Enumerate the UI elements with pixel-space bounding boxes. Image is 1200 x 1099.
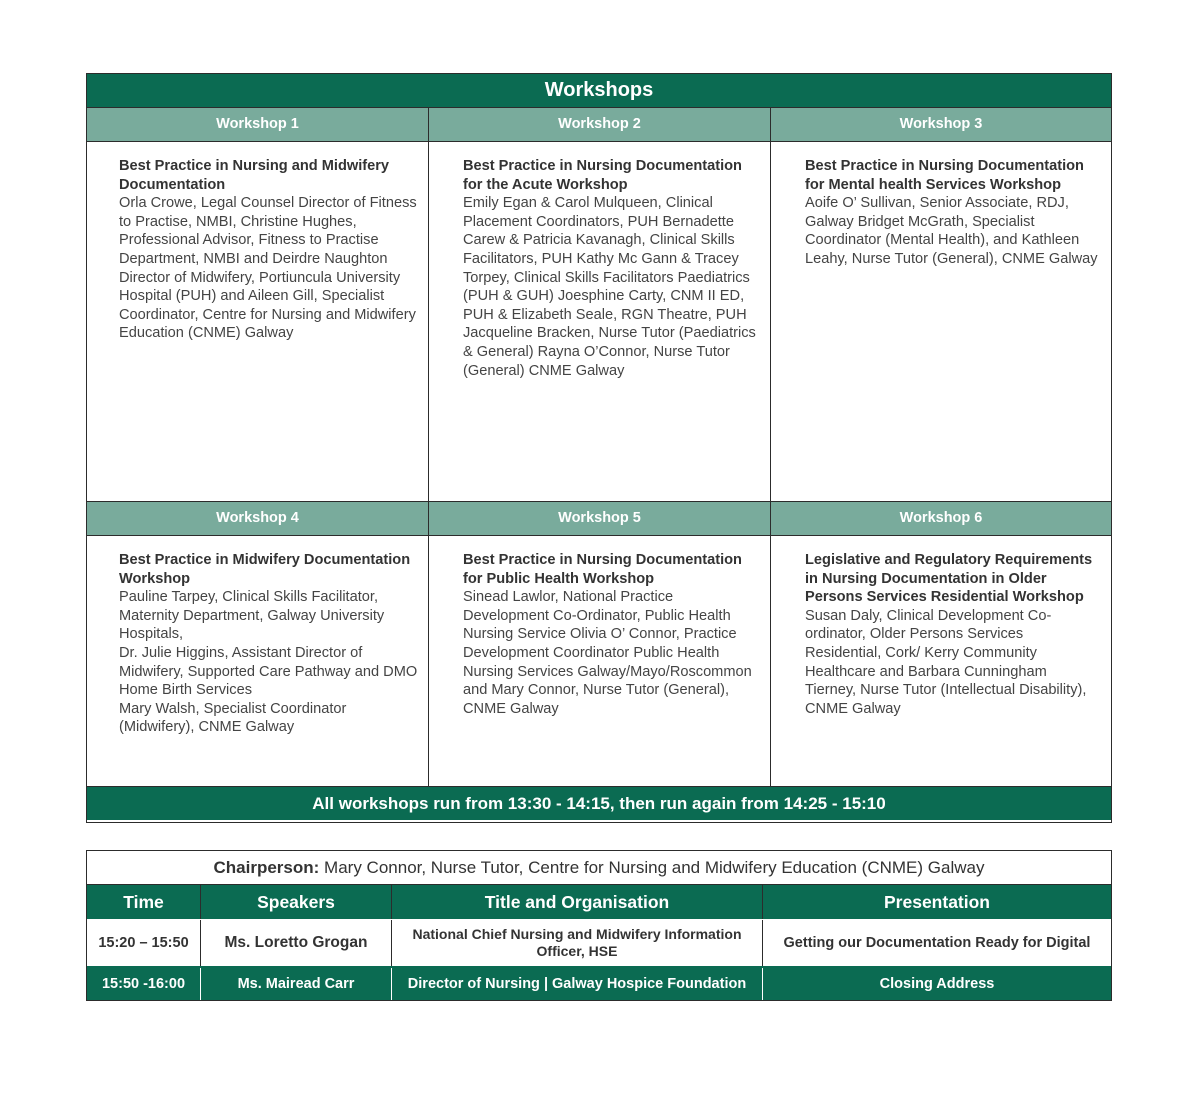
schedule-table — [86, 850, 1112, 1001]
workshop-2-topic: Best Practice in Nursing Documentation for the Acute Workshop — [463, 158, 742, 193]
workshop-5-topic: Best Practice in Nursing Documentation for Public Health Workshop — [463, 552, 742, 587]
workshop-5-header: Workshop 5 — [429, 502, 771, 535]
col-header-time: Time — [87, 885, 201, 919]
workshop-3-topic: Best Practice in Nursing Documentation for Mental health Services Workshop — [805, 158, 1084, 193]
row-title: National Chief Nursing and Midwifery Information Officer, HSE — [392, 920, 763, 966]
workshop-body-row — [87, 142, 1111, 502]
workshop-6-cell — [771, 536, 1111, 786]
workshop-3-facilitators: Aoife O’ Sullivan, Senior Associate, RDJ, Galway Bridget McGrath, Specialist Coordinator (Mental Health), and Kathleen Leahy, Nurse Tutor (General), CNME Galway — [805, 195, 1098, 267]
row-speaker: Ms. Mairead Carr — [201, 968, 392, 1000]
row-time: 15:20 – 15:50 — [87, 920, 201, 966]
workshop-1-header: Workshop 1 — [87, 108, 429, 141]
workshop-2-cell — [429, 142, 771, 501]
row-title: Director of Nursing | Galway Hospice Foundation — [392, 968, 763, 1000]
row-time: 15:50 -16:00 — [87, 968, 201, 1000]
workshop-4-topic: Best Practice in Midwifery Documentation Workshop — [119, 552, 411, 587]
workshop-4-cell — [87, 536, 429, 786]
row-presentation: Closing Address — [879, 976, 995, 992]
schedule-header-row — [87, 885, 1111, 920]
workshop-4-header: Workshop 4 — [87, 502, 429, 535]
chairperson-label: Chairperson: — [213, 858, 320, 877]
col-header-title: Title and Organisation — [392, 885, 763, 919]
schedule-row — [87, 920, 1111, 968]
workshops-table — [86, 73, 1112, 823]
workshop-2-facilitators: Emily Egan & Carol Mulqueen, Clinical Placement Coordinators, PUH Bernadette Carew & Patricia Kavanagh, Clinical Skills Facilitators, PUH Kathy Mc Gann & Tracey Torpey, Clinical Skills Facilitators Paediatrics (PUH & GUH) Joesphine Carty, CNM II ED, PUH & Elizabeth Seale, RGN Theatre, PUH Jacqueline Bracken, Nurse Tutor (Paediatrics & General) Rayna O’Connor, Nurse Tutor (General) CNME Galway — [463, 195, 756, 379]
row-speaker: Ms. Loretto Grogan — [201, 920, 392, 966]
workshop-5-cell — [429, 536, 771, 786]
workshop-3-cell — [771, 142, 1111, 501]
col-header-speakers: Speakers — [201, 885, 392, 919]
workshop-4-facilitators: Pauline Tarpey, Clinical Skills Facilitator, Maternity Department, Galway University Hospitals, Dr. Julie Higgins, Assistant Director of Midwifery, Supported Care Pathway and DMO Home Birth Services Mary Walsh, Specialist Coordinator (Midwifery), CNME Galway — [119, 589, 418, 736]
workshop-3-header: Workshop 3 — [899, 116, 983, 132]
workshop-6-topic: Legislative and Regulatory Requirements in Nursing Documentation in Older Persons Services Residential Workshop — [805, 552, 1093, 606]
workshops-time-note: All workshops run from 13:30 - 14:15, then run again from 14:25 - 15:10 — [87, 787, 1111, 820]
workshop-header-row — [87, 502, 1111, 536]
chairperson-row — [87, 851, 1111, 885]
row-presentation: Getting our Documentation Ready for Digital — [783, 935, 1091, 951]
workshop-1-cell — [87, 142, 429, 501]
workshops-title: Workshops — [87, 74, 1111, 108]
workshop-body-row — [87, 536, 1111, 787]
workshop-6-facilitators: Susan Daly, Clinical Development Co-ordinator, Older Persons Services Residential, Cork/ Kerry Community Healthcare and Barbara Cunningham Tierney, Nurse Tutor (Intellectual Disability), CNME Galway — [805, 607, 1087, 717]
schedule-row — [87, 968, 1111, 1000]
workshop-1-topic: Best Practice in Nursing and Midwifery Documentation — [119, 158, 390, 193]
chairperson-value: Mary Connor, Nurse Tutor, Centre for Nursing and Midwifery Education (CNME) Galway — [324, 858, 985, 877]
workshop-6-header: Workshop 6 — [899, 510, 983, 526]
workshop-1-facilitators: Orla Crowe, Legal Counsel Director of Fitness to Practise, NMBI, Christine Hughes, Professional Advisor, Fitness to Practise Department, NMBI and Deirdre Naughton Director of Midwifery, Portiuncula University Hospital (PUH) and Aileen Gill, Specialist Coordinator, Centre for Nursing and Midwifery Education (CNME) Galway — [119, 195, 417, 342]
workshop-header-row — [87, 108, 1111, 142]
workshop-5-facilitators: Sinead Lawlor, National Practice Development Co-Ordinator, Public Health Nursing Service Olivia O’ Connor, Practice Development Coordinator Public Health Nursing Services Galway/Mayo/Roscommon and Mary Connor, Nurse Tutor (General), CNME Galway — [463, 589, 752, 717]
col-header-presentation: Presentation — [884, 891, 990, 912]
workshop-2-header: Workshop 2 — [429, 108, 771, 141]
